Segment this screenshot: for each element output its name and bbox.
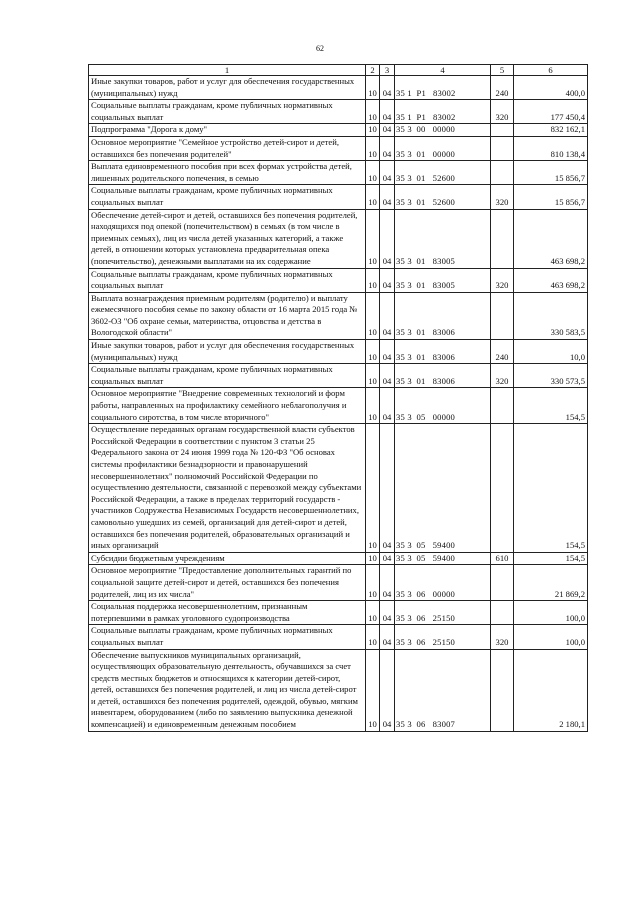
row-expense-type-cell: 320 xyxy=(491,364,514,388)
row-subsection-cell: 04 xyxy=(380,649,395,731)
row-name-cell: Выплата вознаграждения приемным родителям (родителю) и выплату ежемесячного пособия семье по закону области от 16 марта 2015 года № 3602-ОЗ "Об охране семьи, материнства, отцовства и детства в Вологодской области" xyxy=(89,292,366,339)
table-row xyxy=(89,424,588,553)
row-amount-cell: 2 180,1 xyxy=(514,649,588,731)
row-subsection-cell: 04 xyxy=(380,601,395,625)
table-row xyxy=(89,388,588,424)
row-expense-type-cell: 320 xyxy=(491,185,514,209)
row-subsection-cell: 04 xyxy=(380,340,395,364)
row-section-cell: 10 xyxy=(366,552,380,565)
table-row xyxy=(89,268,588,292)
row-amount-cell: 10,0 xyxy=(514,340,588,364)
row-name-cell: Социальная поддержка несовершеннолетним, признанным потерпевшими в рамках уголовного судопроизводства xyxy=(89,601,366,625)
row-subsection-cell: 04 xyxy=(380,136,395,160)
row-expense-type-cell xyxy=(491,136,514,160)
row-target-code-cell: 35 3 01 83006 xyxy=(395,292,491,339)
row-name-cell: Иные закупки товаров, работ и услуг для обеспечения государственных (муниципальных) нужд xyxy=(89,340,366,364)
row-subsection-cell: 04 xyxy=(380,388,395,424)
row-expense-type-cell: 610 xyxy=(491,552,514,565)
row-name-cell: Социальные выплаты гражданам, кроме публичных нормативных социальных выплат xyxy=(89,625,366,649)
row-name-cell: Иные закупки товаров, работ и услуг для обеспечения государственных (муниципальных) нужд xyxy=(89,76,366,100)
row-target-code-cell: 35 3 01 83005 xyxy=(395,268,491,292)
page-number: 62 xyxy=(316,44,324,53)
row-amount-cell: 154,5 xyxy=(514,552,588,565)
row-name-cell: Выплата единовременного пособия при всех формах устройства детей, лишенных родительского попечения, в семью xyxy=(89,161,366,185)
row-target-code-cell: 35 1 P1 83002 xyxy=(395,100,491,124)
table-row xyxy=(89,100,588,124)
row-section-cell: 10 xyxy=(366,209,380,268)
header-col-6: 6 xyxy=(514,65,588,76)
table-row xyxy=(89,649,588,731)
row-target-code-cell: 35 3 01 83005 xyxy=(395,209,491,268)
row-expense-type-cell: 320 xyxy=(491,625,514,649)
row-section-cell: 10 xyxy=(366,565,380,601)
row-amount-cell: 100,0 xyxy=(514,601,588,625)
row-amount-cell: 832 162,1 xyxy=(514,124,588,137)
row-section-cell: 10 xyxy=(366,161,380,185)
row-target-code-cell: 35 3 01 00000 xyxy=(395,136,491,160)
row-section-cell: 10 xyxy=(366,124,380,137)
row-amount-cell: 15 856,7 xyxy=(514,185,588,209)
row-amount-cell: 100,0 xyxy=(514,625,588,649)
row-subsection-cell: 04 xyxy=(380,565,395,601)
budget-table xyxy=(88,64,588,732)
row-target-code-cell: 35 3 06 25150 xyxy=(395,625,491,649)
row-amount-cell: 330 583,5 xyxy=(514,292,588,339)
row-name-cell: Осуществление переданных органам государственной власти субъектов Российской Федерации в соответствии с пунктом 3 статьи 25 Федерального закона от 24 июня 1999 года № 120-ФЗ "Об основах системы профилактики безнадзорности и правонарушений несовершеннолетних" полномочий Российской Федерации по осуществлению деятельности, связанной с перевозкой между субъектами Российской Федерации, а также в пределах территорий государств - участников Содружества Независимых Государств несовершеннолетних, самовольно ушедших из семей, организаций для детей-сирот и детей, оставшихся без попечения родителей, образовательных организаций и иных организаций xyxy=(89,424,366,553)
row-expense-type-cell xyxy=(491,565,514,601)
row-name-cell: Основное мероприятие "Внедрение современных технологий и форм работы, направленных на профилактику семейного неблагополучия и социального сиротства, в том числе вторичного" xyxy=(89,388,366,424)
row-subsection-cell: 04 xyxy=(380,76,395,100)
table-body xyxy=(89,76,588,732)
row-target-code-cell: 35 3 01 83006 xyxy=(395,340,491,364)
row-subsection-cell: 04 xyxy=(380,100,395,124)
row-amount-cell: 154,5 xyxy=(514,388,588,424)
row-expense-type-cell: 240 xyxy=(491,76,514,100)
row-subsection-cell: 04 xyxy=(380,424,395,553)
row-expense-type-cell: 320 xyxy=(491,268,514,292)
row-target-code-cell: 35 3 05 59400 xyxy=(395,552,491,565)
row-name-cell: Субсидии бюджетным учреждениям xyxy=(89,552,366,565)
row-expense-type-cell xyxy=(491,424,514,553)
row-target-code-cell: 35 3 01 52600 xyxy=(395,185,491,209)
row-subsection-cell: 04 xyxy=(380,185,395,209)
row-expense-type-cell xyxy=(491,649,514,731)
row-name-cell: Обеспечение выпускников муниципальных организаций, осуществляющих образовательную деятельность, обучавшихся за счет средств местных бюджетов и относящихся к категории детей-сирот, детей, оставшихся без попечения родителей, и лиц из числа детей-сирот и детей, оставшихся без попечения родителей, одеждой, обувью, мягким инвентарем, оборудованием (либо по заявлению выпускника денежной компенсацией) и единовременным денежным пособием xyxy=(89,649,366,731)
row-target-code-cell: 35 3 06 25150 xyxy=(395,601,491,625)
row-section-cell: 10 xyxy=(366,268,380,292)
row-section-cell: 10 xyxy=(366,424,380,553)
row-subsection-cell: 04 xyxy=(380,292,395,339)
row-expense-type-cell xyxy=(491,601,514,625)
row-amount-cell: 330 573,5 xyxy=(514,364,588,388)
row-section-cell: 10 xyxy=(366,136,380,160)
header-col-3: 3 xyxy=(380,65,395,76)
row-subsection-cell: 04 xyxy=(380,268,395,292)
row-amount-cell: 810 138,4 xyxy=(514,136,588,160)
row-expense-type-cell: 320 xyxy=(491,100,514,124)
row-target-code-cell: 35 3 01 83006 xyxy=(395,364,491,388)
table-row xyxy=(89,364,588,388)
row-section-cell: 10 xyxy=(366,185,380,209)
row-name-cell: Обеспечение детей-сирот и детей, оставшихся без попечения родителей, находящихся под опекой (попечительством) в семьях (в том числе в приемных семьях), лиц из числа детей указанных категорий, а также детей, в отношении которых установлена предварительная опека (попечительство), денежными выплатами на их содержание xyxy=(89,209,366,268)
row-amount-cell: 463 698,2 xyxy=(514,268,588,292)
row-section-cell: 10 xyxy=(366,364,380,388)
header-col-4: 4 xyxy=(395,65,491,76)
row-section-cell: 10 xyxy=(366,625,380,649)
table-row xyxy=(89,552,588,565)
table-row xyxy=(89,565,588,601)
row-target-code-cell: 35 3 05 00000 xyxy=(395,388,491,424)
row-section-cell: 10 xyxy=(366,649,380,731)
row-name-cell: Социальные выплаты гражданам, кроме публичных нормативных социальных выплат xyxy=(89,185,366,209)
row-target-code-cell: 35 3 00 00000 xyxy=(395,124,491,137)
row-amount-cell: 15 856,7 xyxy=(514,161,588,185)
row-amount-cell: 463 698,2 xyxy=(514,209,588,268)
row-expense-type-cell xyxy=(491,209,514,268)
table-row xyxy=(89,124,588,137)
row-section-cell: 10 xyxy=(366,100,380,124)
row-target-code-cell: 35 3 05 59400 xyxy=(395,424,491,553)
row-section-cell: 10 xyxy=(366,76,380,100)
row-subsection-cell: 04 xyxy=(380,161,395,185)
row-target-code-cell: 35 3 06 00000 xyxy=(395,565,491,601)
table-row xyxy=(89,292,588,339)
header-col-1: 1 xyxy=(89,65,366,76)
row-section-cell: 10 xyxy=(366,340,380,364)
row-name-cell: Социальные выплаты гражданам, кроме публичных нормативных социальных выплат xyxy=(89,100,366,124)
row-name-cell: Основное мероприятие "Предоставление дополнительных гарантий по социальной защите детей-сирот и детей, оставшихся без попечения родителей, лиц из их числа" xyxy=(89,565,366,601)
row-section-cell: 10 xyxy=(366,601,380,625)
row-expense-type-cell xyxy=(491,388,514,424)
table-row xyxy=(89,136,588,160)
row-amount-cell: 21 869,2 xyxy=(514,565,588,601)
row-name-cell: Основное мероприятие "Семейное устройство детей-сирот и детей, оставшихся без попечения родителей" xyxy=(89,136,366,160)
row-name-cell: Подпрограмма "Дорога к дому" xyxy=(89,124,366,137)
table-row xyxy=(89,161,588,185)
row-expense-type-cell: 240 xyxy=(491,340,514,364)
row-expense-type-cell xyxy=(491,124,514,137)
table-row xyxy=(89,601,588,625)
row-subsection-cell: 04 xyxy=(380,625,395,649)
table-row xyxy=(89,76,588,100)
row-name-cell: Социальные выплаты гражданам, кроме публичных нормативных социальных выплат xyxy=(89,364,366,388)
row-section-cell: 10 xyxy=(366,388,380,424)
row-amount-cell: 154,5 xyxy=(514,424,588,553)
row-amount-cell: 177 450,4 xyxy=(514,100,588,124)
table-row xyxy=(89,625,588,649)
row-subsection-cell: 04 xyxy=(380,124,395,137)
table-header-row xyxy=(89,65,588,76)
table-row xyxy=(89,185,588,209)
row-expense-type-cell xyxy=(491,292,514,339)
row-subsection-cell: 04 xyxy=(380,364,395,388)
header-col-5: 5 xyxy=(491,65,514,76)
table-row xyxy=(89,209,588,268)
row-subsection-cell: 04 xyxy=(380,552,395,565)
row-amount-cell: 400,0 xyxy=(514,76,588,100)
row-target-code-cell: 35 3 06 83007 xyxy=(395,649,491,731)
row-section-cell: 10 xyxy=(366,292,380,339)
row-expense-type-cell xyxy=(491,161,514,185)
header-col-2: 2 xyxy=(366,65,380,76)
table-row xyxy=(89,340,588,364)
row-target-code-cell: 35 3 01 52600 xyxy=(395,161,491,185)
row-subsection-cell: 04 xyxy=(380,209,395,268)
row-target-code-cell: 35 1 P1 83002 xyxy=(395,76,491,100)
row-name-cell: Социальные выплаты гражданам, кроме публичных нормативных социальных выплат xyxy=(89,268,366,292)
